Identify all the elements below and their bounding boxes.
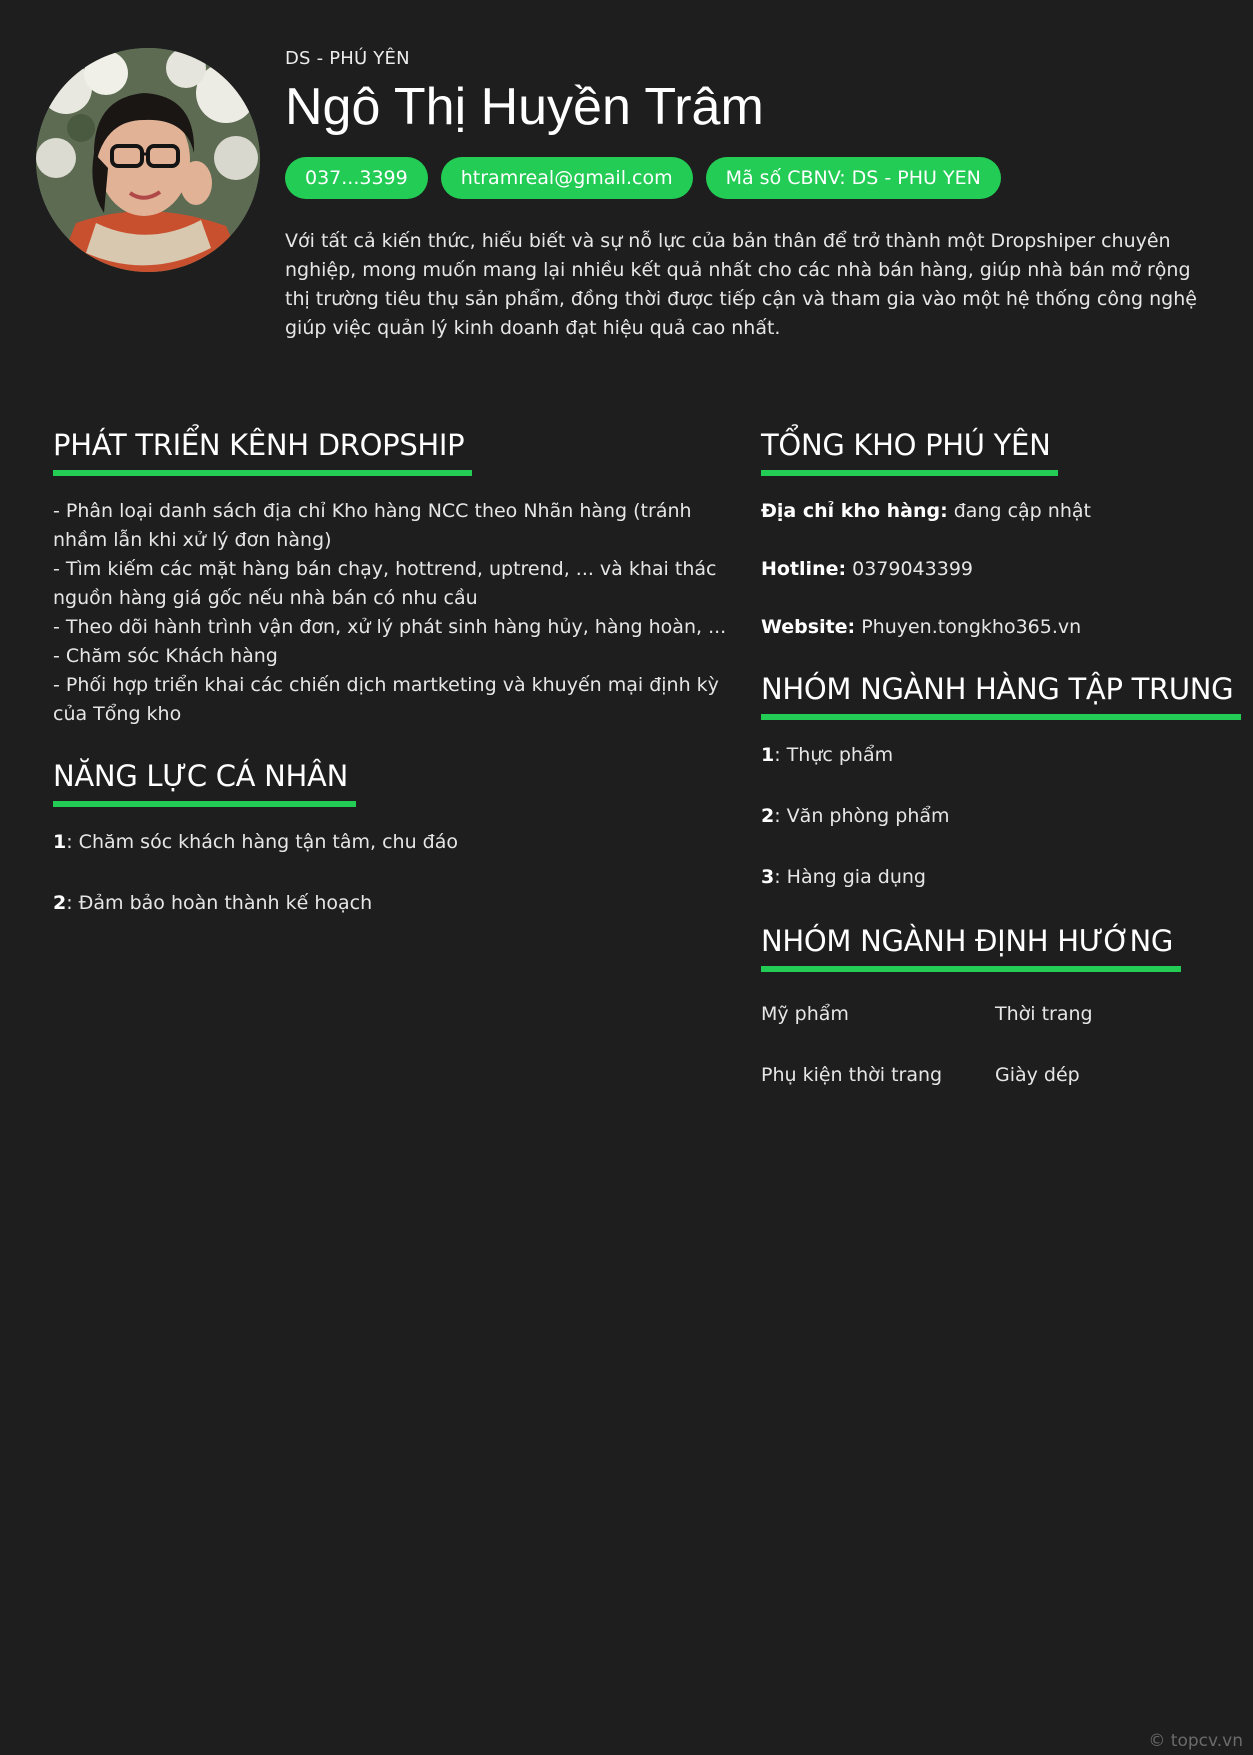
- profile-header: [285, 48, 1215, 343]
- dropship-line: - Phối hợp triển khai các chiến dịch martketing và khuyến mại định kỳ của Tổng kho: [53, 674, 719, 725]
- list-item: [761, 863, 1201, 892]
- list-item: [761, 741, 1201, 770]
- right-column: [761, 428, 1234, 1120]
- section-title: TỔNG KHO PHÚ YÊN: [761, 428, 1058, 476]
- item-number: 1: [53, 831, 67, 853]
- address-value: đang cập nhật: [947, 500, 1091, 522]
- website-line: [761, 613, 1201, 642]
- section-orientation-categories: [761, 924, 1201, 1090]
- section-warehouse: [761, 428, 1201, 642]
- dropship-line: - Theo dõi hành trình vận đơn, xử lý phát sinh hàng hủy, hàng hoàn, ...: [53, 616, 727, 638]
- section-title: NHÓM NGÀNH HÀNG TẬP TRUNG: [761, 672, 1241, 720]
- staff-id-pill: Mã số CBNV: DS - PHU YEN: [706, 157, 1001, 199]
- summary-text: Với tất cả kiến thức, hiểu biết và sự nỗ lực của bản thân để trở thành một Dropshiper chuyên nghiệp, mong muốn mang lại nhiều kết quả nhất cho các nhà bán hàng, giúp nhà bán mở rộng thị trường tiêu thụ sản phẩm, đồng thời được tiếp cận và tham gia vào một hệ thống công nghệ giúp việc quản lý kinh doanh đạt hiệu quả cao nhất.: [285, 230, 1197, 339]
- job-title: DS - PHÚ YÊN: [285, 48, 410, 69]
- category-item: Giày dép: [995, 1064, 1080, 1086]
- section-body: [761, 741, 1201, 892]
- section-focus-categories: [761, 672, 1234, 892]
- profile-photo: [36, 48, 260, 272]
- section-dropship: [53, 428, 733, 729]
- watermark: © topcv.vn: [1148, 1731, 1243, 1751]
- category-item: Thời trang: [995, 1003, 1093, 1025]
- hotline-label: Hotline:: [761, 558, 847, 580]
- item-text: : Đảm bảo hoàn thành kế hoạch: [66, 892, 373, 914]
- left-column: [53, 428, 733, 950]
- dropship-line: - Chăm sóc Khách hàng: [53, 645, 278, 667]
- avatar: [36, 48, 260, 272]
- phone-pill[interactable]: 037...3399: [285, 157, 428, 199]
- item-number: 3: [761, 866, 775, 888]
- item-number: 2: [761, 805, 775, 827]
- section-body: [761, 497, 1201, 642]
- full-name: Ngô Thị Huyền Trâm: [285, 78, 764, 136]
- section-body: [53, 497, 733, 729]
- address-label: Địa chỉ kho hàng:: [761, 500, 948, 522]
- email-pill[interactable]: htramreal@gmail.com: [441, 157, 693, 199]
- list-item: [53, 828, 733, 857]
- hotline-value[interactable]: 0379043399: [846, 558, 974, 580]
- website-label: Website:: [761, 616, 856, 638]
- item-text: : Hàng gia dụng: [774, 866, 926, 888]
- dropship-line: - Phân loại danh sách địa chỉ Kho hàng NCC theo Nhãn hàng (tránh nhầm lẫn khi xử lý đơn hàng): [53, 500, 692, 551]
- item-text: : Văn phòng phẩm: [774, 805, 950, 827]
- section-title: NHÓM NGÀNH ĐỊNH HƯỚNG: [761, 924, 1181, 972]
- hotline-line: [761, 555, 1201, 584]
- list-item: [53, 889, 733, 918]
- section-title: PHÁT TRIỂN KÊNH DROPSHIP: [53, 428, 472, 476]
- section-body: [53, 828, 733, 918]
- dropship-line: - Tìm kiếm các mặt hàng bán chạy, hottrend, uptrend, ... và khai thác nguồn hàng giá gốc nếu nhà bán có nhu cầu: [53, 558, 717, 609]
- contact-pills: [285, 157, 1215, 199]
- item-text: : Thực phẩm: [774, 744, 894, 766]
- category-item: Phụ kiện thời trang: [761, 1064, 943, 1086]
- section-title: NĂNG LỰC CÁ NHÂN: [53, 759, 356, 807]
- item-number: 1: [761, 744, 775, 766]
- category-item: Mỹ phẩm: [761, 1003, 849, 1025]
- address-line: [761, 497, 1201, 526]
- section-body: [761, 1000, 1201, 1090]
- section-skills: [53, 759, 733, 918]
- item-text: : Chăm sóc khách hàng tận tâm, chu đáo: [66, 831, 458, 853]
- website-value[interactable]: Phuyen.tongkho365.vn: [855, 616, 1082, 638]
- item-number: 2: [53, 892, 67, 914]
- list-item: [761, 802, 1201, 831]
